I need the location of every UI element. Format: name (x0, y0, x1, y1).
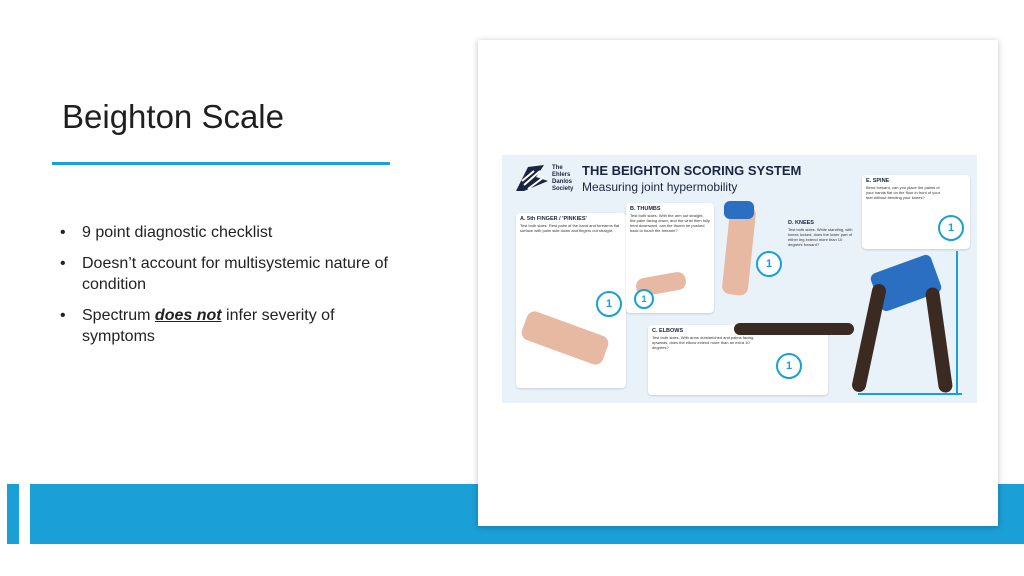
panel-elbows (648, 325, 828, 395)
infographic-title: THE BEIGHTON SCORING SYSTEM (582, 163, 802, 178)
bullet-item (60, 305, 400, 347)
bullet-text-pre: Spectrum (82, 307, 155, 324)
panel-thumbs (626, 203, 714, 313)
score-badge: 1 (776, 353, 802, 379)
panel-heading: E. SPINE (866, 178, 890, 184)
footer-accent-tick (7, 484, 19, 544)
panel-knees (784, 217, 858, 287)
panel-heading: A. 5th FINGER / 'PINKIES' (520, 216, 587, 222)
bullet-text: Doesn’t account for multisystemic nature of condition (82, 255, 388, 293)
logo-text: The Ehlers Danlos Society (552, 165, 574, 192)
title-divider (52, 162, 390, 165)
panel-fingers (516, 213, 626, 388)
panel-heading: C. ELBOWS (652, 328, 684, 334)
infographic-subtitle: Measuring joint hypermobility (582, 180, 738, 194)
bullet-item (60, 253, 400, 295)
hand-illustration (519, 309, 610, 367)
panel-text: Test both sides. With the arm out straight, the palm facing down, and the wrist then fully bent downward, can the thumb be pushed back to touch the forearm? (630, 213, 710, 233)
shorts-illustration (724, 201, 754, 219)
score-badge: 1 (634, 289, 654, 309)
bullet-emphasis: does not (154, 307, 222, 324)
vertical-guide-line (956, 251, 958, 393)
bullet-list (60, 222, 400, 357)
knees-score-badge: 1 (756, 251, 782, 277)
panel-text: Test both sides. With arms outstretched and palms facing upwards, does the elbow extend more than an extra 10 degrees? (652, 335, 754, 350)
panel-text: Bend forward, can you place the palms of your hands flat on the floor in front of your feet without bending your knees? (866, 185, 941, 200)
score-badge: 1 (938, 215, 964, 241)
panel-heading: B. THUMBS (630, 206, 661, 212)
spine-arm-illustration (851, 283, 888, 394)
beighton-infographic (502, 155, 977, 403)
panel-text: Test both sides. While standing, with knees locked, does the lower part of either leg extend more than 10 degrees forward? (788, 227, 853, 247)
spine-leg-illustration (925, 287, 954, 394)
panel-spine (862, 175, 970, 249)
slide-title: Beighton Scale (62, 98, 284, 135)
bullet-text-post: infer severity of symptoms (82, 307, 335, 345)
zebra-logo-icon (514, 163, 550, 193)
panel-heading: D. KNEES (788, 220, 814, 226)
bullet-item (60, 222, 400, 243)
floor-guide-line (858, 393, 962, 395)
arm-illustration (734, 323, 854, 335)
score-badge: 1 (596, 291, 622, 317)
bullet-text: 9 point diagnostic checklist (82, 224, 273, 241)
panel-text: Test both sides. Rest palm of the hand and forearms flat surface with palm side down and fingers out straight. (520, 223, 620, 233)
